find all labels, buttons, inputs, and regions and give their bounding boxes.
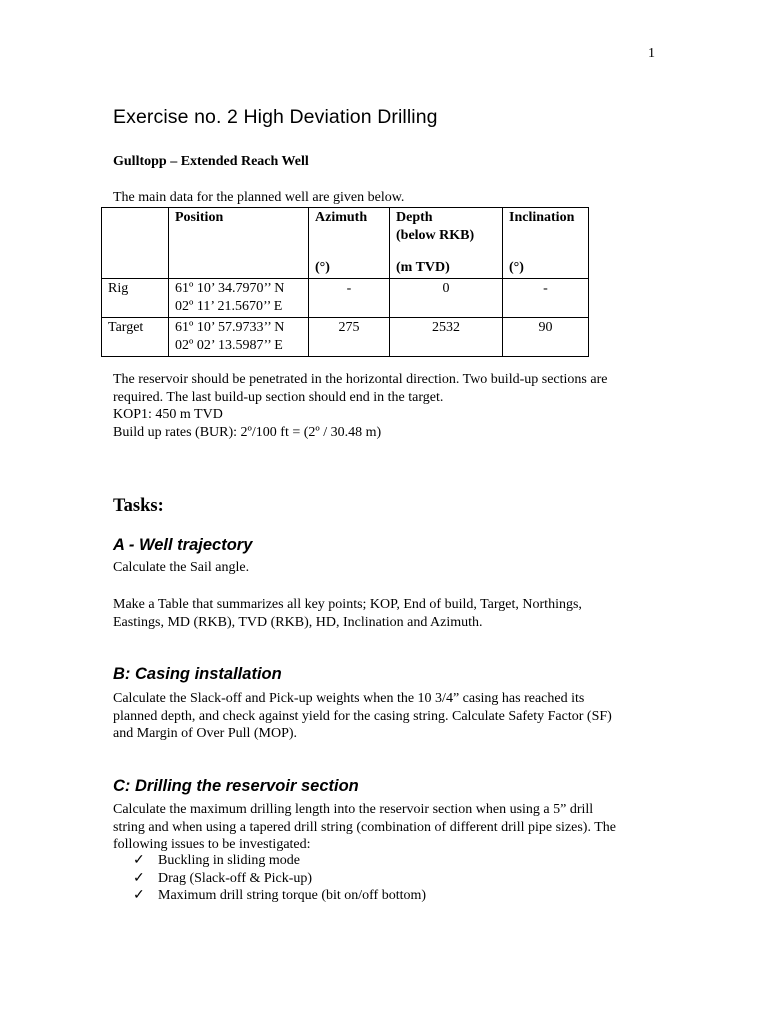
checkmark-icon: ✓ xyxy=(133,888,145,903)
page-title: Exercise no. 2 High Deviation Drilling xyxy=(113,106,438,128)
row-position: 61º 10’ 34.7970’’ N 02º 11’ 21.5670’’ E xyxy=(169,279,309,318)
row-position: 61º 10’ 57.9733’’ N 02º 02’ 13.5987’’ E xyxy=(169,318,309,357)
subtitle: Gulltopp – Extended Reach Well xyxy=(113,154,309,169)
page-number: 1 xyxy=(648,46,655,61)
header-azimuth: Azimuth (°) xyxy=(309,208,390,279)
well-data-table xyxy=(101,207,589,357)
row-azimuth: - xyxy=(309,279,390,318)
list-item: ✓ Maximum drill string torque (bit on/off bottom) xyxy=(133,888,427,903)
row-depth: 0 xyxy=(390,279,503,318)
header-position: Position xyxy=(169,208,309,279)
depth-unit: (m TVD) xyxy=(396,260,450,275)
section-a-p2: Make a Table that summarizes all key points; KOP, End of build, Target, Northings, Eastings, MD (RKB), TVD (RKB), HD, Inclination and Azimuth. xyxy=(113,597,582,630)
table-row-rig xyxy=(102,279,589,318)
row-inclination: - xyxy=(503,279,589,318)
issues-list xyxy=(133,852,426,905)
tasks-heading: Tasks: xyxy=(113,496,164,516)
row-inclination: 90 xyxy=(503,318,589,357)
row-label: Rig xyxy=(102,279,169,318)
section-b-heading: B: Casing installation xyxy=(113,665,282,683)
kop1-text: KOP1: 450 m TVD xyxy=(113,407,223,422)
bur-text: Build up rates (BUR): 2º/100 ft = (2º / 30.48 m) xyxy=(113,424,382,440)
azimuth-unit: (°) xyxy=(315,260,330,275)
table-row-target xyxy=(102,318,589,357)
section-c-paragraph: Calculate the maximum drilling length into the reservoir section when using a 5” drill string and when using a tapered drill string (combination of different drill pipe sizes). The following issues to be investigated: xyxy=(113,802,616,852)
section-c-heading: C: Drilling the reservoir section xyxy=(113,777,359,795)
inclination-unit: (°) xyxy=(509,260,524,275)
row-azimuth: 275 xyxy=(309,318,390,357)
row-label: Target xyxy=(102,318,169,357)
table-header-row xyxy=(102,208,589,279)
list-item: ✓ Buckling in sliding mode xyxy=(133,853,300,868)
row-depth: 2532 xyxy=(390,318,503,357)
intro-text: The main data for the planned well are given below. xyxy=(113,190,405,205)
section-a-heading: A - Well trajectory xyxy=(113,536,253,554)
list-item: ✓ Drag (Slack-off & Pick-up) xyxy=(133,870,313,886)
header-depth: Depth (below RKB) (m TVD) xyxy=(390,208,503,279)
checkmark-icon: ✓ xyxy=(133,853,145,868)
table-header-empty xyxy=(102,208,169,279)
reservoir-paragraph: The reservoir should be penetrated in the horizontal direction. Two build-up sections are required. The last build-up section should end in the target. KOP1: 450 m TVD Build up rates (BUR): 2º/100 ft = (2º / 30.48 m) xyxy=(113,371,673,441)
section-b-paragraph: Calculate the Slack-off and Pick-up weights when the 10 3/4” casing has reached its planned depth, and check against yield for the casing string. Calculate Safety Factor (SF) and Margin of Over Pull (MOP). xyxy=(113,691,612,741)
checkmark-icon: ✓ xyxy=(133,870,145,886)
section-a-p1: Calculate the Sail angle. xyxy=(113,560,250,575)
header-inclination: Inclination (°) xyxy=(503,208,589,279)
